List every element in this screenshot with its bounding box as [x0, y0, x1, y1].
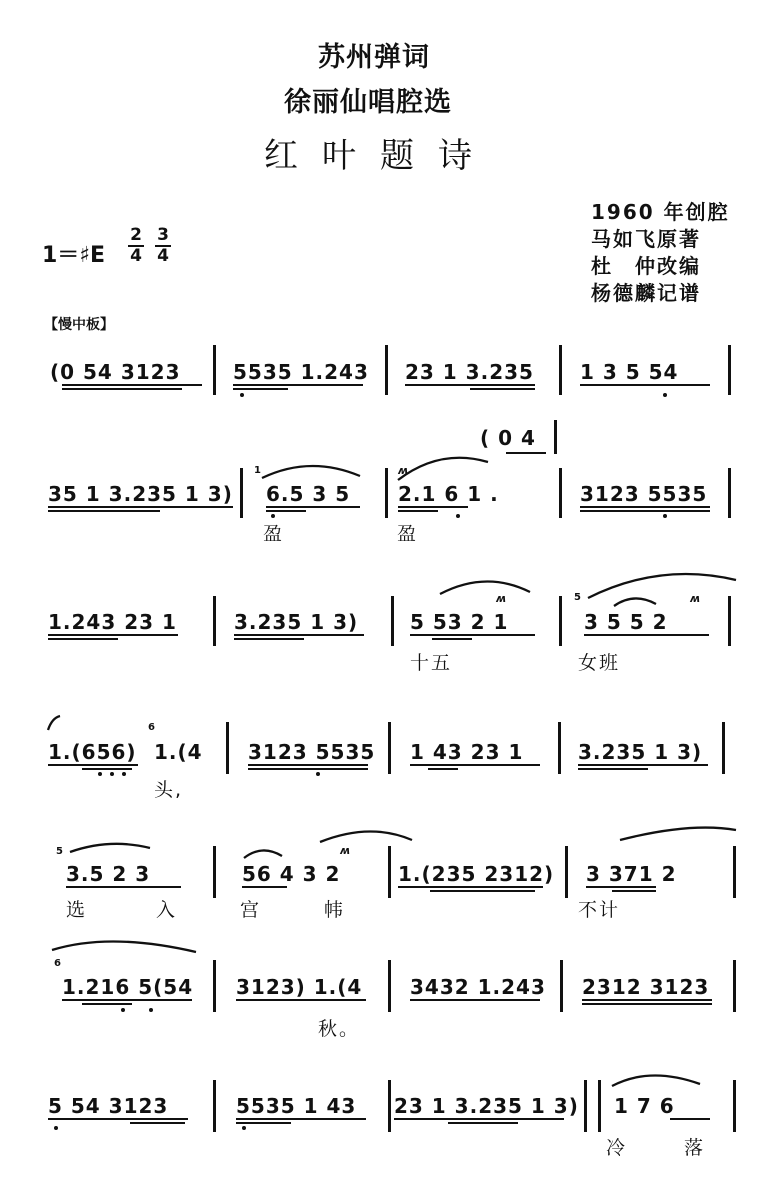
measure-r4-1: 1.(656): [48, 740, 137, 764]
lyric: 女班: [578, 652, 621, 674]
grace-note: 6: [148, 722, 155, 733]
lyric: 不计: [578, 899, 621, 921]
lyric: 选: [66, 899, 88, 921]
lyric: 盈: [263, 523, 285, 545]
tempo-marking: 【慢中板】: [44, 317, 114, 333]
slur: [320, 831, 412, 842]
measure-r2-5: ( 0 4: [480, 426, 536, 450]
measure-r2-4: 3123 5535: [580, 482, 708, 506]
measure-r5-2: 56 4 3 2: [242, 862, 341, 886]
measure-r7-2: 5535 1 43: [236, 1094, 357, 1118]
measure-r4-5: 3.235 1 3): [578, 740, 703, 764]
measure-r2-3: 2.1 6 1 .: [398, 482, 499, 506]
measure-r6-1: 1.216 5(54: [62, 975, 194, 999]
trill-mark: ʍ: [690, 592, 701, 605]
measure-r6-4: 2312 3123: [582, 975, 710, 999]
credit-2: 马如飞原著: [591, 227, 701, 251]
measure-r3-3: 5 53 2 1: [410, 610, 509, 634]
slur: [70, 844, 150, 852]
lyric: 冷: [606, 1137, 628, 1159]
measure-r5-1: 3.5 2 3: [66, 862, 151, 886]
lyric: 盈: [397, 523, 419, 545]
measure-r7-1: 5 54 3123: [48, 1094, 169, 1118]
measure-r1-2: 5535 1.243: [233, 360, 369, 384]
trill-mark: ʍ: [398, 464, 409, 477]
credit-1: 1960 年创腔: [591, 200, 730, 224]
lyric: 落: [684, 1137, 706, 1159]
measure-r4-4: 1 43 23 1: [410, 740, 524, 764]
grace-note: 6: [54, 958, 61, 969]
credit-3: 杜 仲改编: [591, 254, 701, 278]
measure-r3-2: 3.235 1 3): [234, 610, 359, 634]
slur: [398, 458, 488, 480]
measure-r2-2: 6.5 3 5: [266, 482, 351, 506]
measure-r5-3: 1.(235 2312): [398, 862, 555, 886]
time-signature-3-4: 3 4: [152, 226, 174, 266]
lyric: 帏: [324, 899, 346, 921]
lyric: 头,: [154, 779, 184, 801]
lyric: 十五: [410, 652, 453, 674]
credit-4: 杨德麟记谱: [591, 281, 701, 305]
slur: [614, 598, 656, 606]
title-line2: 徐丽仙唱腔选: [284, 87, 452, 118]
lyric: 入: [156, 899, 178, 921]
measure-r7-4: 1 7 6: [614, 1094, 675, 1118]
measure-r5-4: 3 371 2: [586, 862, 677, 886]
measure-r1-3: 23 1 3.235: [405, 360, 534, 384]
grace-note: 1: [254, 465, 261, 476]
grace-note: 5: [56, 846, 63, 857]
slur: [48, 716, 60, 730]
slur: [262, 466, 360, 478]
measure-r2-1: 35 1 3.235 1 3): [48, 482, 233, 506]
time-signature-2-4: 2 4: [125, 226, 147, 266]
grace-note: 5: [574, 592, 581, 603]
measure-r7-3: 23 1 3.235 1 3): [394, 1094, 579, 1118]
trill-mark: ʍ: [496, 592, 507, 605]
measure-r3-4: 3 5 5 2: [584, 610, 668, 634]
title-line3: 红叶题诗: [264, 136, 496, 176]
measure-r3-1: 1.243 23 1: [48, 610, 177, 634]
slur: [440, 581, 530, 594]
lyric: 宫: [240, 899, 262, 921]
title-line1: 苏州弹词: [318, 42, 430, 73]
lyric: 秋。: [318, 1018, 361, 1040]
slur: [588, 574, 736, 598]
measure-r6-2: 3123) 1.(4: [236, 975, 363, 999]
slur: [612, 1075, 700, 1086]
trill-mark: ʍ: [340, 844, 351, 857]
slur: [244, 850, 282, 858]
measure-r1-4: 1 3 5 54: [580, 360, 679, 384]
measure-r1-1: (0 54 3123: [50, 360, 181, 384]
slur: [52, 941, 196, 952]
measure-r4-3: 3123 5535: [248, 740, 376, 764]
measure-r4-2: 1.(4: [154, 740, 203, 764]
measure-r6-3: 3432 1.243: [410, 975, 546, 999]
slur: [620, 828, 736, 840]
key-signature: 1＝♯E: [42, 243, 105, 268]
